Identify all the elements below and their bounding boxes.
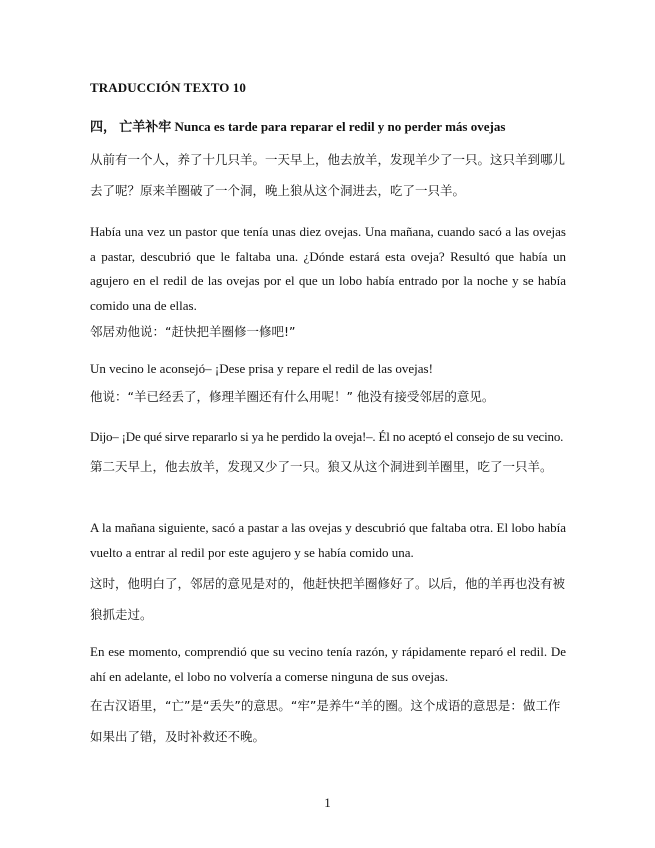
paragraph-zh-4: 第二天早上，他去放羊，发现又少了一只。狼又从这个洞进到羊圈里，吃了一只羊。: [90, 459, 553, 474]
section-heading: [90, 116, 566, 135]
idiom-translation: Nunca es tarde para reparar el redil y no perder más ovejas: [174, 119, 506, 134]
paragraph-es-4: A la mañana siguiente, sacó a pastar a las ovejas y descubrió que faltaba otra. El lobo había vuelto a entrar al redil por este agujero y se había comido una.: [90, 520, 566, 560]
paragraph-zh-3: 他说：“羊已经丢了，修理羊圈还有什么用呢！” 他没有接受邻居的意见。: [90, 389, 495, 404]
paragraph-zh-1: 从前有一个人，养了十几只羊。一天早上，他去放羊，发现羊少了一只。这只羊到哪儿去了呢？原来羊圈破了一个洞，晚上狼从这个洞进去，吃了一只羊。: [90, 152, 566, 198]
page-number: 1: [324, 795, 331, 810]
paragraph-zh-2: 邻居劝他说：“赶快把羊圈修一修吧!”: [90, 324, 296, 339]
idiom-chinese: 亡羊补牢: [119, 120, 172, 135]
paragraph-es-1: Había una vez un pastor que tenía unas diez ovejas. Una mañana, cuando sacó a las ovejas a pastar, descubrió que le faltaba una. ¿Dónde estará esta oveja? Resultó que había un agujero en el redil de las ovejas por el que un lobo había entrado por la noche y se había comido una de ellas.: [90, 224, 566, 313]
paragraph-es-5: En ese momento, comprendió que su vecino tenía razón, y rápidamente reparó el redil. De ahí en adelante, el lobo no volvería a comerse ninguna de sus ovejas.: [90, 644, 566, 684]
section-number: 四，: [90, 120, 117, 135]
paragraph-zh-5: 这时，他明白了，邻居的意见是对的，他赶快把羊圈修好了。以后，他的羊再也没有被狼抓走过。: [90, 576, 566, 622]
page-title: TRADUCCIÓN TEXTO 10: [90, 80, 247, 95]
paragraph-zh-6: 在古汉语里，“亡”是“丢失”的意思。“牢”是养牛“羊的圈。这个成语的意思是：做工作如果出了错，及时补救还不晚。: [90, 698, 561, 744]
paragraph-es-3: Dijo– ¡De qué sirve repararlo si ya he perdido la oveja!–. Él no aceptó el consejo de su vecino.: [90, 429, 564, 444]
paragraph-es-2: Un vecino le aconsejó– ¡Dese prisa y repare el redil de las ovejas!: [90, 361, 433, 376]
